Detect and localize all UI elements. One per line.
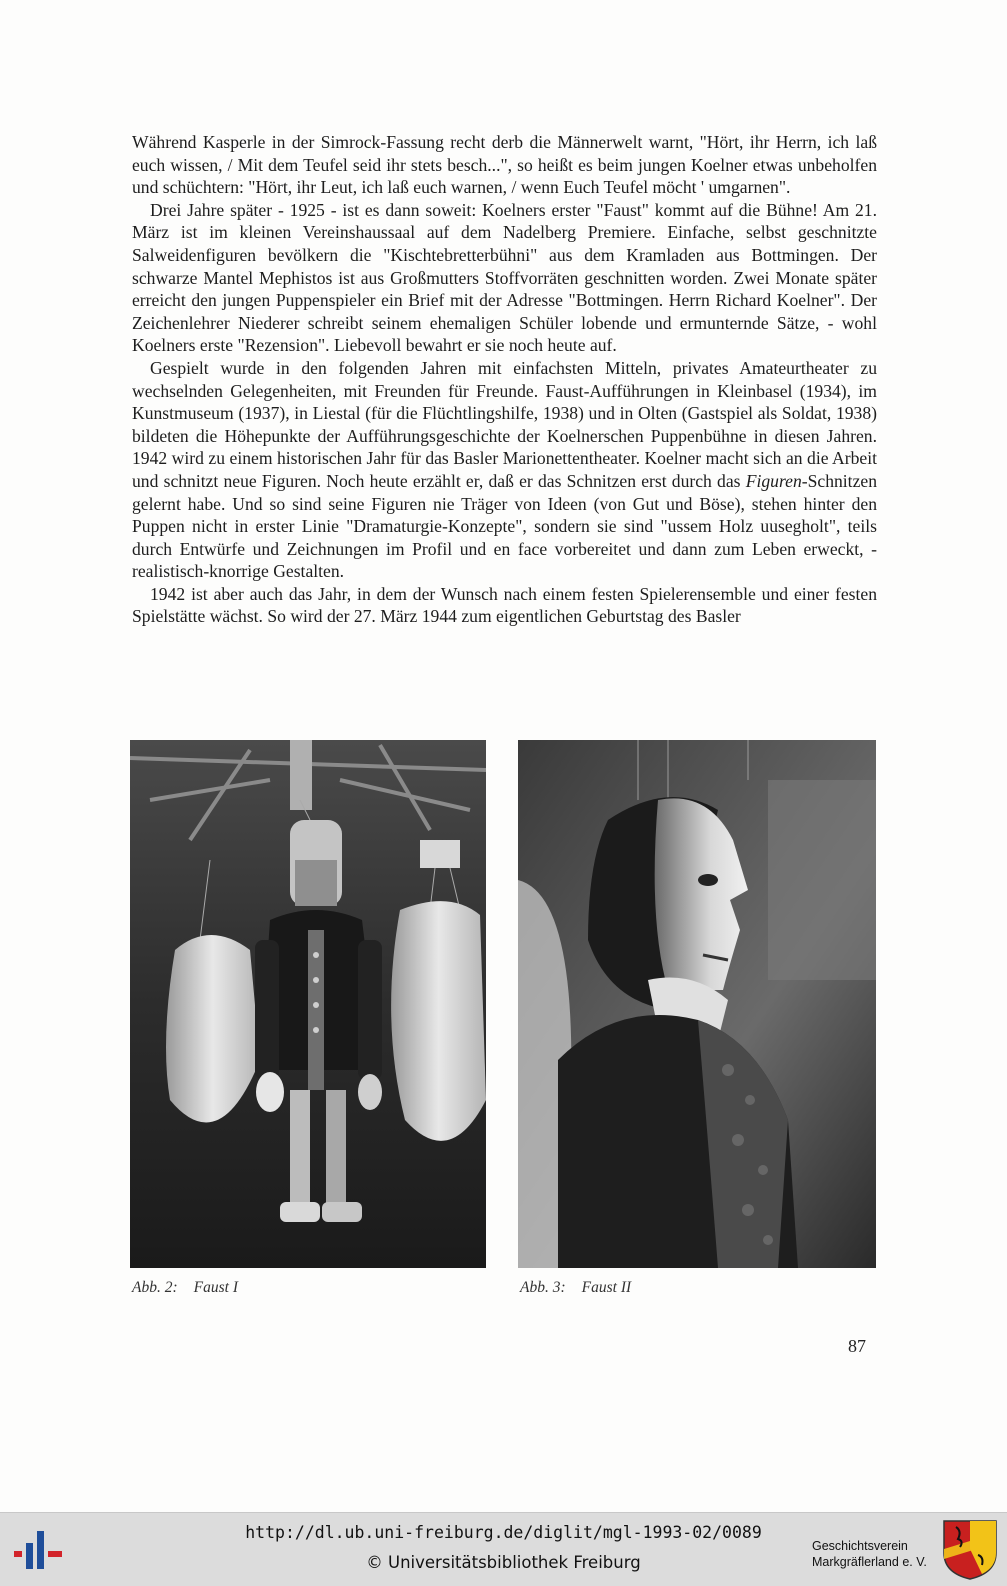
digitization-footer [0, 1512, 1007, 1586]
paragraph-3-part-2: -Schnitzen gelernt habe. Und so sind seine Figuren nie Träger von Ideen (von Gut und Böse), stehen hinter den Puppen nicht in erster Linie "Dramaturgie-Konzepte", sondern sie sind "ussem Holz uusegholt", teils durch Entwürfe und Zeichnungen im Profil und en face vorbereitet und dann zum Leben erweckt, - realistisch-knorrige Gestalten. [132, 470, 877, 582]
figure-caption-abb-3 [520, 1279, 631, 1297]
permalink-link[interactable]: http://dl.ub.uni-freiburg.de/diglit/mgl-1993-02/0089 [245, 1523, 762, 1542]
faust-i-photo [130, 740, 486, 1268]
society-name-line-2: Markgräflerland e. V. [812, 1555, 927, 1569]
caption-title: Faust II [581, 1279, 632, 1296]
copyright-notice: © Universitätsbibliothek Freiburg [366, 1553, 641, 1572]
faust-ii-photo [518, 740, 876, 1268]
paragraph-2: Drei Jahre später - 1925 - ist es dann soweit: Koelners erster "Faust" kommt auf die Bühne! Am 21. März ist im kleinen Vereinshaussaal auf dem Nadelberg Premiere. Einfache, selbst geschnitzte Salweidenfiguren bevölkern die "Kischtebretterbühni" aus dem Kramladen aus Bottmingen. Der schwarze Mantel Mephistos ist aus Großmutters Stoffvorräten geschnitten worden. Zwei Monate später erreicht den jungen Puppenspieler ein Brief mit der Adresse "Bottmingen. Herrn Richard Koelner". Der Zeichenlehrer Niederer schreibt seinem ehemaligen Schüler lobende und ermunternde Sätze, - wohl Koelners erste "Rezension". Liebevoll bewahrt er sie noch heute auf. [132, 199, 877, 356]
paragraph-4: 1942 ist aber auch das Jahr, in dem der Wunsch nach einem festen Spielerensemble und einer festen Spielstätte wächst. So wird der 27. März 1944 zum eigentlichen Geburtstag des Basler [132, 583, 877, 627]
paragraph-3 [132, 357, 877, 583]
page-number: 87 [848, 1336, 866, 1356]
society-name [812, 1538, 927, 1570]
caption-label: Abb. 2: [132, 1279, 178, 1296]
caption-label: Abb. 3: [520, 1279, 566, 1296]
caption-title: Faust I [193, 1279, 238, 1296]
figure-caption-abb-2 [132, 1279, 238, 1297]
paragraph-3-italic-word: Figuren [745, 470, 802, 491]
paragraph-3-part-1: Gespielt wurde in den folgenden Jahren mit einfachsten Mitteln, privates Amateurtheater zu wechselnden Gelegenheiten, mit Freunden für Freunde. Faust-Aufführungen in Kleinbasel (1934), im Kunstmuseum (1937), in Liestal (für die Flüchtlingshilfe, 1938) und in Olten (Gastspiel als Soldat, 1938) bildeten die Höhepunkte der Aufführungsgeschichte der Koelnerschen Puppenbühne in diesen Jahren. 1942 wird zu einem historischen Jahr für das Basler Marionettentheater. Koelner macht sich an die Arbeit und schnitzt neue Figuren. Noch heute erzählt er, daß er das Schnitzen erst durch das [132, 357, 877, 491]
paragraph-1: Während Kasperle in der Simrock-Fassung recht derb die Männerwelt warnt, "Hört, ihr Herrn, ich laß euch wissen, / Mit dem Teufel seid ihr stets besch...", so heißt es beim jungen Koelner etwas unbeholfen und schüchtern: "Hört, ihr Leut, ich laß euch warnen, / wenn Euch Teufel möcht ' umgarnen". [132, 132, 877, 198]
body-text [132, 131, 877, 628]
coat-of-arms-icon [942, 1519, 998, 1581]
society-name-line-1: Geschichtsverein [812, 1539, 908, 1553]
